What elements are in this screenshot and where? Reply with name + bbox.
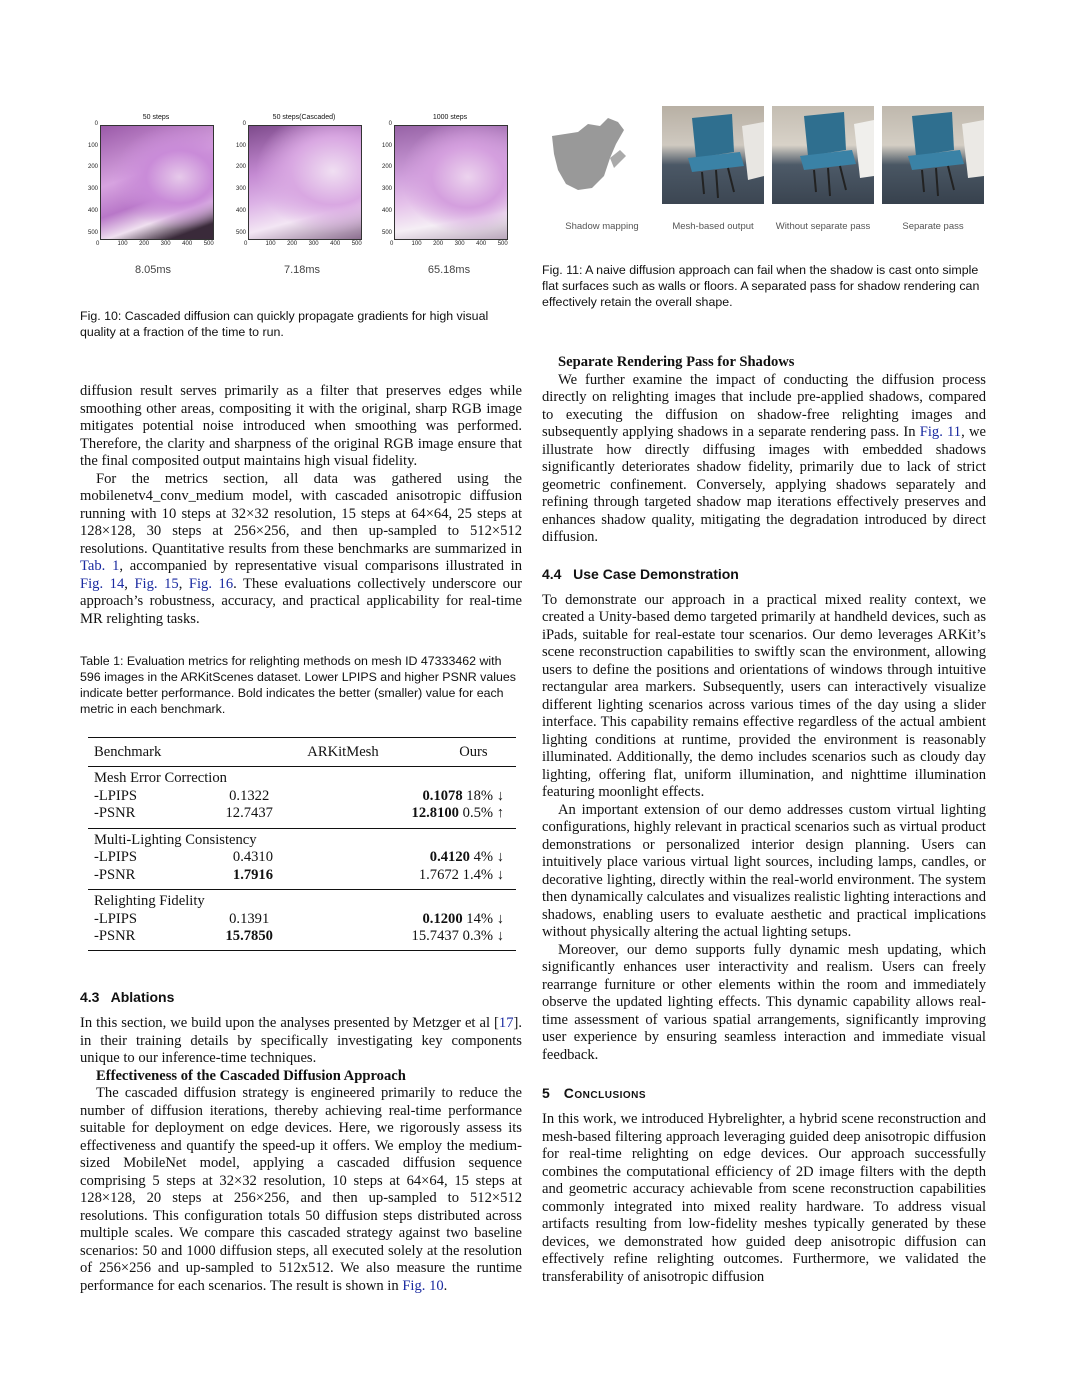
- plot-title: 1000 steps: [432, 114, 468, 121]
- arkit-value: 15.7850: [225, 928, 273, 944]
- metric-name: -LPIPS: [94, 787, 137, 804]
- metrics-table: [88, 738, 516, 764]
- mesh-based-output-image: [662, 106, 764, 204]
- fig11-caption: Fig. 11: A naive diffusion approach can fail when the shadow is cast onto simple flat surfaces such as walls or floors. A separated pass for shadow rendering can effectively retain the overall shape.: [542, 263, 980, 309]
- metric-name: -PSNR: [94, 928, 136, 944]
- x-tick-label: 500: [497, 241, 508, 247]
- ours-value: 0.1200 14% ↓: [422, 910, 504, 927]
- y-tick-label: 200: [235, 164, 246, 171]
- y-tick-label: 100: [235, 142, 246, 149]
- group-name: Multi-Lighting Consistency: [94, 831, 257, 848]
- metrics-table-wrapper: [88, 737, 516, 951]
- arkit-value: 12.7437: [225, 805, 273, 821]
- group-name: Relighting Fidelity: [94, 893, 205, 909]
- metric-name: -PSNR: [94, 866, 136, 883]
- y-tick-label: 0: [388, 121, 392, 127]
- table-1-link[interactable]: Tab. 1: [80, 558, 120, 574]
- ours-value: 12.8100 0.5% ↑: [411, 805, 504, 821]
- x-tick-label: 300: [308, 241, 319, 247]
- y-tick-label: 300: [87, 186, 98, 193]
- fig-16-link[interactable]: Fig. 16: [188, 575, 234, 592]
- label-shadow-mapping: Shadow mapping: [565, 221, 639, 232]
- ours-value: 0.1078 18% ↓: [422, 787, 504, 804]
- x-tick-label: 200: [139, 241, 150, 247]
- paragraph-metrics: For the metrics section, all data was gathered using the mobilenetv4_conv_medium model, with cascaded anisotropic diffusion running with 10 steps at 32×32 resolution, 15 steps at 64×64, 25 steps at 128×128, 30 steps at 256×256, and then up-sampled to 512×512 resolutions. Quantitative results from these benchmarks are summarized in Tab. 1, accompanied by representative visual comparisons illustrated in Fig. 14, Fig. 15, Fig. 16. These evaluations collectively underscore our approach’s robustness, accuracy, and practical applicability for real-time MR relighting tasks.: [80, 470, 523, 627]
- x-tick-label: 0: [244, 241, 248, 247]
- x-tick-label: 200: [287, 241, 298, 247]
- arkit-value: 1.7916: [232, 866, 274, 883]
- fig10-plot-1000-steps: [382, 114, 512, 254]
- x-tick-label: 200: [433, 241, 444, 247]
- header-ours: Ours: [459, 744, 488, 761]
- x-tick-label: 500: [203, 241, 214, 247]
- x-tick-label: 400: [476, 241, 487, 247]
- y-tick-label: 100: [87, 142, 98, 149]
- x-tick-label: 100: [265, 241, 276, 247]
- arkit-value: 0.1322: [229, 787, 270, 804]
- y-tick-label: 300: [381, 186, 392, 193]
- y-tick-label: 300: [235, 186, 246, 193]
- paragraph-shadows: We further examine the impact of conducting the diffusion process directly on relighting images that include pre-applied shadows, compared to executing the diffusion on shadow-free relighting images and subsequently applying shadows in a separate rendering pass. In Fig. 11, we illustrate how directly diffusing images with embedded shadows significantly deteriorates shadow fidelity, primarily due to lack of strict geometric confinement. Conversely, applying shadows separately and refining through targeted shadow map iterations effectively preserves and enhances shadow quality, mitigating the degradation introduced by direct diffusion.: [542, 371, 986, 545]
- x-tick-label: 0: [96, 241, 100, 247]
- y-tick-label: 0: [242, 121, 246, 127]
- x-tick-label: 400: [330, 241, 341, 247]
- y-tick-label: 400: [87, 207, 98, 214]
- metrics-table-group-3: [88, 893, 516, 946]
- x-tick-label: 300: [454, 241, 465, 247]
- fig10-plot-50-steps: [88, 114, 218, 254]
- label-without-separate-pass: Without separate pass: [775, 221, 871, 232]
- arkit-value: 0.4310: [232, 849, 274, 865]
- x-tick-label: 500: [351, 241, 362, 247]
- table-1-caption: Table 1: Evaluation metrics for relighting methods on mesh ID 47333462 with 596 images in the ARKitScenes dataset. Lower LPIPS and higher PSNR values indicate better performance. Bold indicates the better (smaller) value for each metric in each benchmark.: [80, 654, 516, 716]
- section-heading-conclusions: 5 Conclusions: [542, 1085, 647, 1101]
- y-tick-label: 400: [235, 207, 246, 214]
- y-tick-label: 200: [381, 164, 392, 171]
- y-tick-label: 500: [381, 229, 392, 236]
- fig-10-link[interactable]: Fig. 10: [402, 1277, 444, 1294]
- header-arkitmesh: ARKitMesh: [307, 744, 379, 761]
- diffusion-output-image: [248, 125, 362, 240]
- paragraph: diffusion result serves primarily as a filter that preserves edges while smoothing other areas, compositing it with the original, sharp RGB image mitigates potential noise introduced when smoothing was performed. Therefore, the clarity and sharpness of the original RGB image ensure that the final composited output maintains high visual fidelity.: [80, 383, 522, 469]
- y-tick-label: 100: [381, 142, 392, 149]
- fig-14-link[interactable]: Fig. 14: [80, 575, 125, 592]
- ablations-section: [80, 989, 522, 1295]
- ours-value: 15.7437 0.3% ↓: [411, 928, 504, 944]
- plot-title: 50 steps(Cascaded): [272, 114, 336, 121]
- y-tick-label: 500: [235, 229, 246, 236]
- metric-name: -LPIPS: [94, 849, 137, 865]
- left-column: [80, 383, 522, 628]
- x-tick-label: 0: [390, 241, 394, 247]
- metrics-table-group-1: [88, 770, 516, 823]
- fig10-timing-2: 7.18ms: [283, 264, 321, 276]
- fig10-plot-50-steps-cascaded: [236, 114, 366, 254]
- separate-pass-image: [882, 106, 984, 204]
- fig10-caption: Fig. 10: Cascaded diffusion can quickly propagate gradients for high visual quality at a fraction of the time to run.: [80, 309, 489, 339]
- paragraph-conclusion: In this work, we introduced Hybrelighter, a hybrid scene reconstruction and mesh-based filtering approach leveraging guided deep anisotropic diffusion for real-time relighting on edge devices. Our approach successfully combines the computational efficiency of 2D image filters with the depth and geometric accuracy achievable from scene reconstruction capabilities commonly integrated into mixed reality hardware. To address visual artifacts resulting from low-fidelity meshes typically generated by these devices, we demonstrated how guided deep anisotropic diffusion can effectively refine relighting outcomes. Furthermore, we validated the transferability of anisotropic diffusion: [542, 1111, 986, 1285]
- y-tick-label: 200: [87, 164, 98, 171]
- x-tick-label: 100: [117, 241, 128, 247]
- label-mesh-based-output: Mesh-based output: [672, 221, 754, 232]
- paragraph-ablations: In this section, we build upon the analyses presented by Metzger et al [17]. in their training details by specifically investigating key components unique to our inference-time techniques.: [80, 1015, 522, 1066]
- right-column: [542, 354, 986, 1286]
- ours-value: 1.7672 1.4% ↓: [418, 866, 504, 883]
- y-tick-label: 0: [94, 121, 98, 127]
- x-tick-label: 400: [182, 241, 193, 247]
- diffusion-output-image: [394, 125, 508, 240]
- arkit-value: 0.1391: [229, 910, 270, 927]
- without-separate-pass-image: [772, 106, 874, 204]
- fig10-timing-3: 65.18ms: [427, 264, 471, 276]
- paragraph-usecase-1: To demonstrate our approach in a practical mixed reality context, we created a Unity-based demo targeted primarily at handheld devices, such as iPads, suitable for real-estate tour scenarios. Our demo leverages ARKit’s scene reconstruction capabilities to swiftly scan the environment, allowing users to define the positions and orientations of windows through intuitive rectangular area markers. Subsequently, users can interactively visualize different lighting scenarios across various times of the day using a slider interface. This capability remains effective regardless of the actual ambient lighting conditions at runtime, provided the environment is reasonably illuminated. Additionally, the demo includes scenarios such as cloudy day lighting, offering flat, uniform illumination, and nighttime illumination featuring moonlight effects.: [542, 591, 986, 800]
- metric-name: -LPIPS: [94, 910, 137, 927]
- fig-15-link[interactable]: Fig. 15: [134, 575, 179, 592]
- metrics-table-group-2: [88, 832, 516, 885]
- group-name: Mesh Error Correction: [94, 770, 227, 786]
- subheading-shadows: Separate Rendering Pass for Shadows: [558, 354, 795, 370]
- plot-title: 50 steps: [142, 114, 170, 121]
- metric-name: -PSNR: [94, 805, 136, 821]
- paragraph-usecase-3: Moreover, our demo supports fully dynamic mesh updating, which significantly enhances user interactivity and realism. Users can freely rearrange furniture or other elements within the room and immediately observe the updated lighting effects. This dynamic capability allows real-time assessment of various spatial arrangements, significantly improving user experience by ensuring seamless interaction and immediate visual feedback.: [542, 941, 986, 1063]
- paragraph-cascaded: The cascaded diffusion strategy is engineered primarily to reduce the number of diffusion iterations, thereby achieving real-time performance suitable for deployment on edge devices. Here, we rigorously assess its effectiveness and quantify the speed-up it offers. We employ the medium-sized MobileNet model, applying a cascaded diffusion sequence comprising 5 steps at 32×32 resolution, 10 steps at 64×64, 15 steps at 128×128, 20 steps at 256×256, and then up-sampled to 512×512 resolutions. This configuration totals 50 diffusion steps distributed across multiple scales. We compare this cascaded strategy against two baseline scenarios: 50 and 1000 diffusion steps, all executed solely at the resolution of 256×256 and up-sampled to 512x512. We also measure the runtime performance for each scenarios. The result is shown in Fig. 10.: [80, 1085, 522, 1294]
- y-tick-label: 400: [381, 207, 392, 214]
- x-tick-label: 100: [411, 241, 422, 247]
- x-tick-label: 300: [160, 241, 171, 247]
- section-heading-ablations: 4.3 Ablations: [80, 989, 175, 1005]
- ref-17-link[interactable]: 17: [498, 1015, 514, 1031]
- fig10-timing-1: 8.05ms: [134, 264, 172, 276]
- section-heading-use-case: 4.4 Use Case Demonstration: [542, 565, 739, 582]
- shadow-mapping-image: [548, 106, 650, 204]
- y-tick-label: 500: [87, 229, 98, 236]
- diffusion-output-image: [100, 125, 214, 240]
- subheading-cascaded: Effectiveness of the Cascaded Diffusion Approach: [96, 1067, 406, 1084]
- paragraph-usecase-2: An important extension of our demo addresses custom virtual lighting configurations, highly relevant in practical scenarios such as virtual product demonstrations or personalized interior design planning. Users can intuitively place various virtual light sources, including lamps, candles, or decorative lighting, directly within the real-world environment. The system then dynamically calculates and visualizes realistic lighting interactions and shadows, enabling users to evaluate aesthetic and practical implications without physically altering the actual lighting setups.: [542, 801, 986, 940]
- header-benchmark: Benchmark: [94, 744, 162, 761]
- fig-11-link[interactable]: Fig. 11: [919, 424, 962, 440]
- label-separate-pass: Separate pass: [902, 221, 964, 232]
- ours-value: 0.4120 4% ↓: [429, 849, 504, 865]
